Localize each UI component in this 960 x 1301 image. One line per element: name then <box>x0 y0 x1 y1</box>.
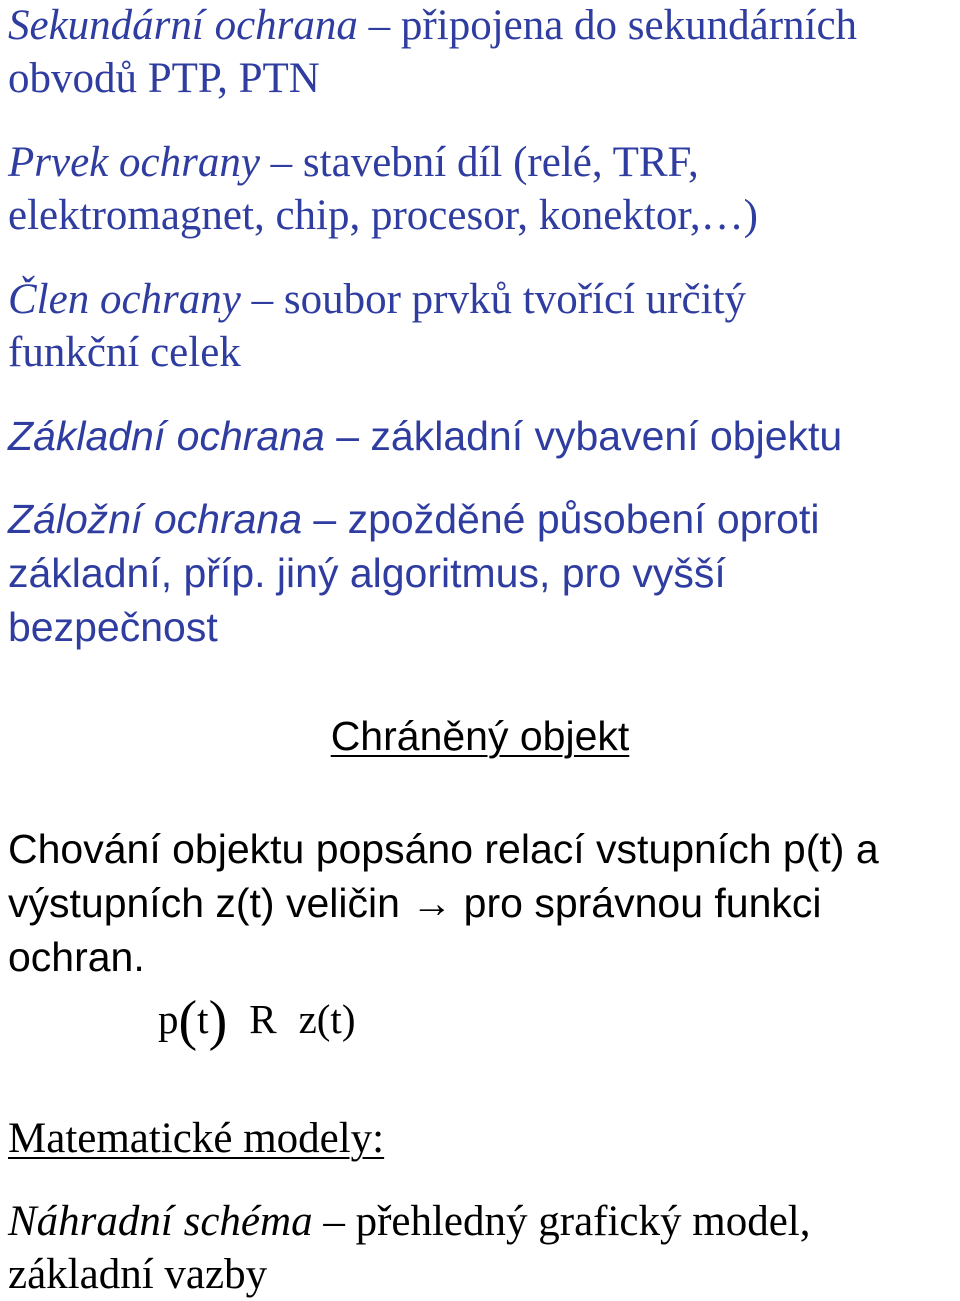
formula-p: p <box>158 996 179 1042</box>
formula-z: z(t) <box>298 996 356 1042</box>
relation-formula <box>158 990 356 1052</box>
definition-term: Člen ochrany <box>8 276 241 323</box>
definition-basic-protection <box>8 413 843 459</box>
definition-term: Náhradní schéma <box>8 1198 313 1245</box>
definition-text: obvodů PTP, PTN <box>8 55 320 102</box>
definition-backup-protection-cont <box>8 550 726 596</box>
formula-open-paren: ( <box>178 990 198 1052</box>
definition-text: elektromagnet, chip, procesor, konektor,…) <box>8 192 759 239</box>
definition-text: stavební díl (relé, TRF, <box>302 139 699 186</box>
formula-t: t <box>197 996 209 1042</box>
definition-text: základní vazby <box>8 1251 268 1298</box>
definition-text: soubor prvků tvořící určitý <box>283 276 747 323</box>
definition-protection-member-cont <box>8 331 241 374</box>
definition-dash: – <box>240 276 284 323</box>
definition-term: Prvek ochrany <box>8 139 260 186</box>
definition-term: Sekundární ochrana <box>8 2 358 49</box>
definition-term: Základní ochrana <box>8 413 325 459</box>
paragraph-line <box>8 880 822 926</box>
paragraph-line <box>8 934 145 980</box>
heading-mathematical-models <box>8 1117 384 1160</box>
definition-dash: – <box>302 496 348 542</box>
definition-dash: – <box>312 1198 356 1245</box>
definition-protection-member <box>8 278 746 321</box>
paragraph-line <box>8 826 879 872</box>
formula-close-paren: ) <box>208 990 228 1052</box>
definition-text: přehledný grafický model, <box>355 1198 811 1245</box>
section-title-protected-object <box>0 713 960 759</box>
definition-backup-protection-cont <box>8 604 218 650</box>
definition-text: funkční celek <box>8 329 241 376</box>
paragraph-text: výstupních z(t) veličin → pro správnou funkci <box>8 880 822 926</box>
definition-text: bezpečnost <box>8 604 218 650</box>
definition-dash: – <box>324 413 371 459</box>
definition-dash: – <box>259 139 303 186</box>
definition-backup-protection <box>8 496 820 542</box>
definition-equivalent-scheme-cont <box>8 1253 267 1296</box>
heading-text: Matematické modely: <box>8 1115 385 1162</box>
definition-equivalent-scheme <box>8 1200 811 1243</box>
definition-text: základní vybavení objektu <box>370 413 843 459</box>
definition-protection-element <box>8 141 699 184</box>
paragraph-text: ochran. <box>8 934 145 980</box>
definition-secondary-protection <box>8 4 857 47</box>
paragraph-text: Chování objektu popsáno relací vstupních p(t) a <box>8 826 879 872</box>
definition-term: Záložní ochrana <box>8 496 303 542</box>
definition-text: zpožděné působení oproti <box>347 496 820 542</box>
definition-text: připojena do sekundárních <box>400 2 858 49</box>
definition-text: základní, příp. jiný algoritmus, pro vyšší <box>8 550 726 596</box>
section-title-text: Chráněný objekt <box>330 713 630 759</box>
definition-secondary-protection-cont <box>8 57 320 100</box>
definition-dash: – <box>357 2 401 49</box>
definition-protection-element-cont <box>8 194 758 237</box>
formula-relation-r: R <box>249 996 277 1042</box>
